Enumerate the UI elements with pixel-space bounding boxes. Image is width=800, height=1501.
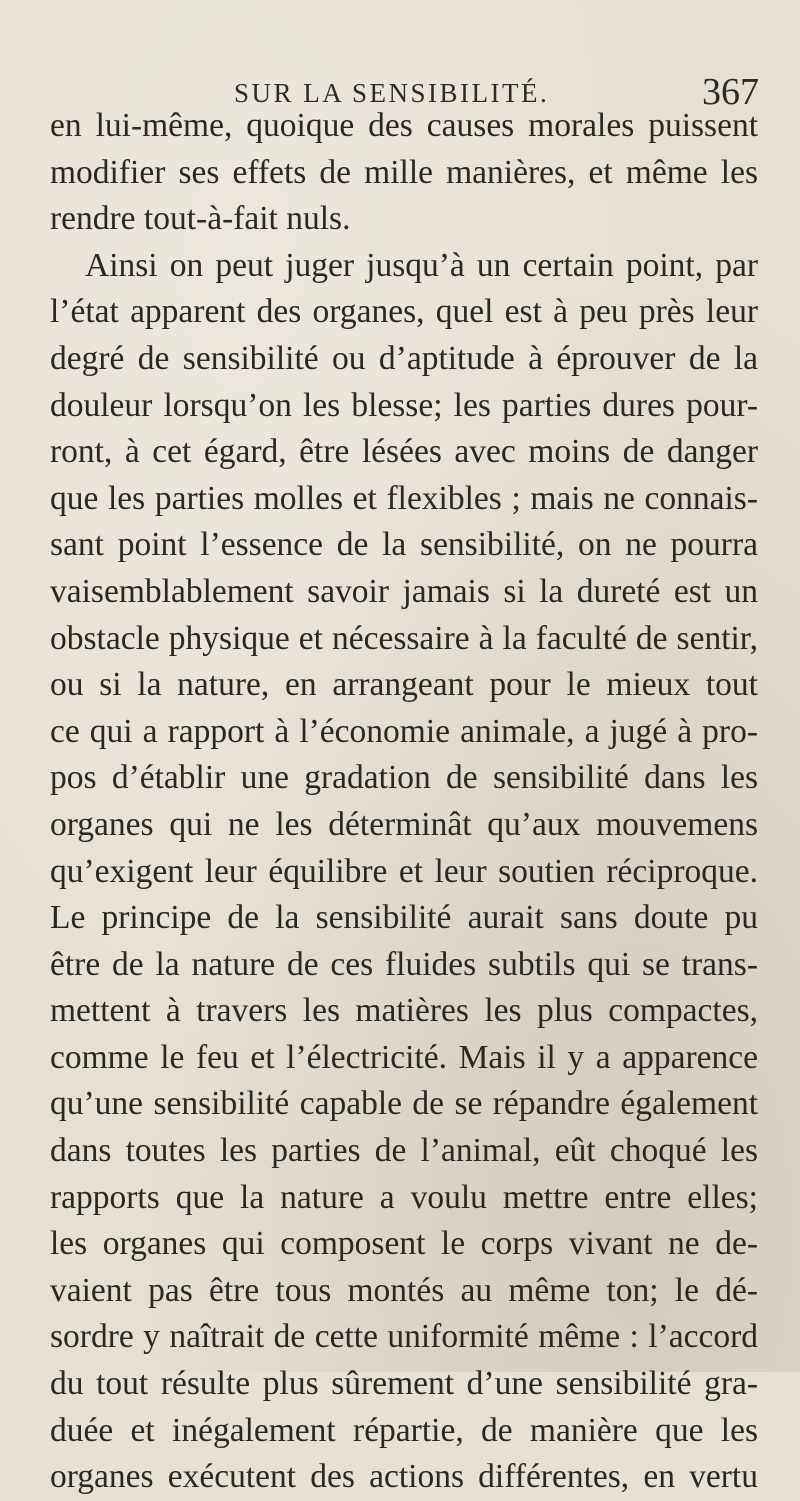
text-line: sant point l’essence de la sensibilité, on ne pourra: [50, 526, 758, 564]
text-line: ce qui a rapport à l’économie animale, a jugé à pro-: [50, 712, 758, 750]
text-line: qu’une sensibilité capable de se répandre également: [50, 1085, 758, 1123]
text-line: comme le feu et l’électricité. Mais il y a apparence: [50, 1038, 758, 1076]
text-line: du tout résulte plus sûrement d’une sensibilité gra-: [50, 1365, 758, 1403]
text-line: Ainsi on peut juger jusqu’à un certain point, par: [85, 246, 758, 284]
text-line: rapports que la nature a voulu mettre entre elles;: [50, 1178, 758, 1216]
text-line: ou si la nature, en arrangeant pour le mieux tout: [50, 666, 758, 704]
text-line: ront, à cet égard, être lésées avec moins de danger: [50, 433, 758, 471]
text-line: modifier ses effets de mille manières, et même les: [50, 153, 758, 191]
text-line: vaisemblablement savoir jamais si la dureté est un: [50, 572, 758, 610]
text-line: être de la nature de ces fluides subtils qui se trans-: [50, 945, 758, 983]
text-line: qu’exigent leur équilibre et leur soutien réciproque.: [50, 852, 758, 890]
text-line: degré de sensibilité ou d’aptitude à éprouver de la: [50, 339, 758, 377]
text-line: Le principe de la sensibilité aurait sans doute pu: [50, 899, 758, 937]
text-line: en lui-même, quoique des causes morales puissent: [50, 107, 758, 144]
text-line: que les parties molles et flexibles ; mais ne connais-: [50, 479, 758, 517]
text-line: sordre y naîtrait de cette uniformité même : l’accord: [50, 1318, 758, 1356]
text-line: obstacle physique et nécessaire à la faculté de sentir,: [50, 619, 758, 657]
text-line: vaient pas être tous montés au même ton; le dé-: [50, 1271, 758, 1309]
running-head: SUR LA SENSIBILITÉ.: [234, 78, 550, 108]
text-line: douleur lorsqu’on les blesse; les parties dures pour-: [50, 386, 758, 424]
text-line: les organes qui composent le corps vivant ne de-: [50, 1225, 758, 1263]
text-line: organes qui ne les déterminât qu’aux mouvemens: [50, 805, 758, 843]
text-line: pos d’établir une gradation de sensibilité dans les: [50, 759, 758, 797]
text-line: rendre tout-à-fait nuls.: [50, 200, 351, 238]
text-line: duée et inégalement répartie, de manière que les: [50, 1411, 758, 1449]
text-line: dans toutes les parties de l’animal, eût choqué les: [50, 1132, 758, 1170]
body-text: [50, 103, 758, 1501]
page-number: 367: [702, 71, 759, 113]
text-line: l’état apparent des organes, quel est à peu près leur: [50, 293, 758, 331]
text-line: organes exécutent des actions différentes, en vertu: [50, 1458, 758, 1496]
text-line: mettent à travers les matières les plus compactes,: [50, 992, 758, 1030]
